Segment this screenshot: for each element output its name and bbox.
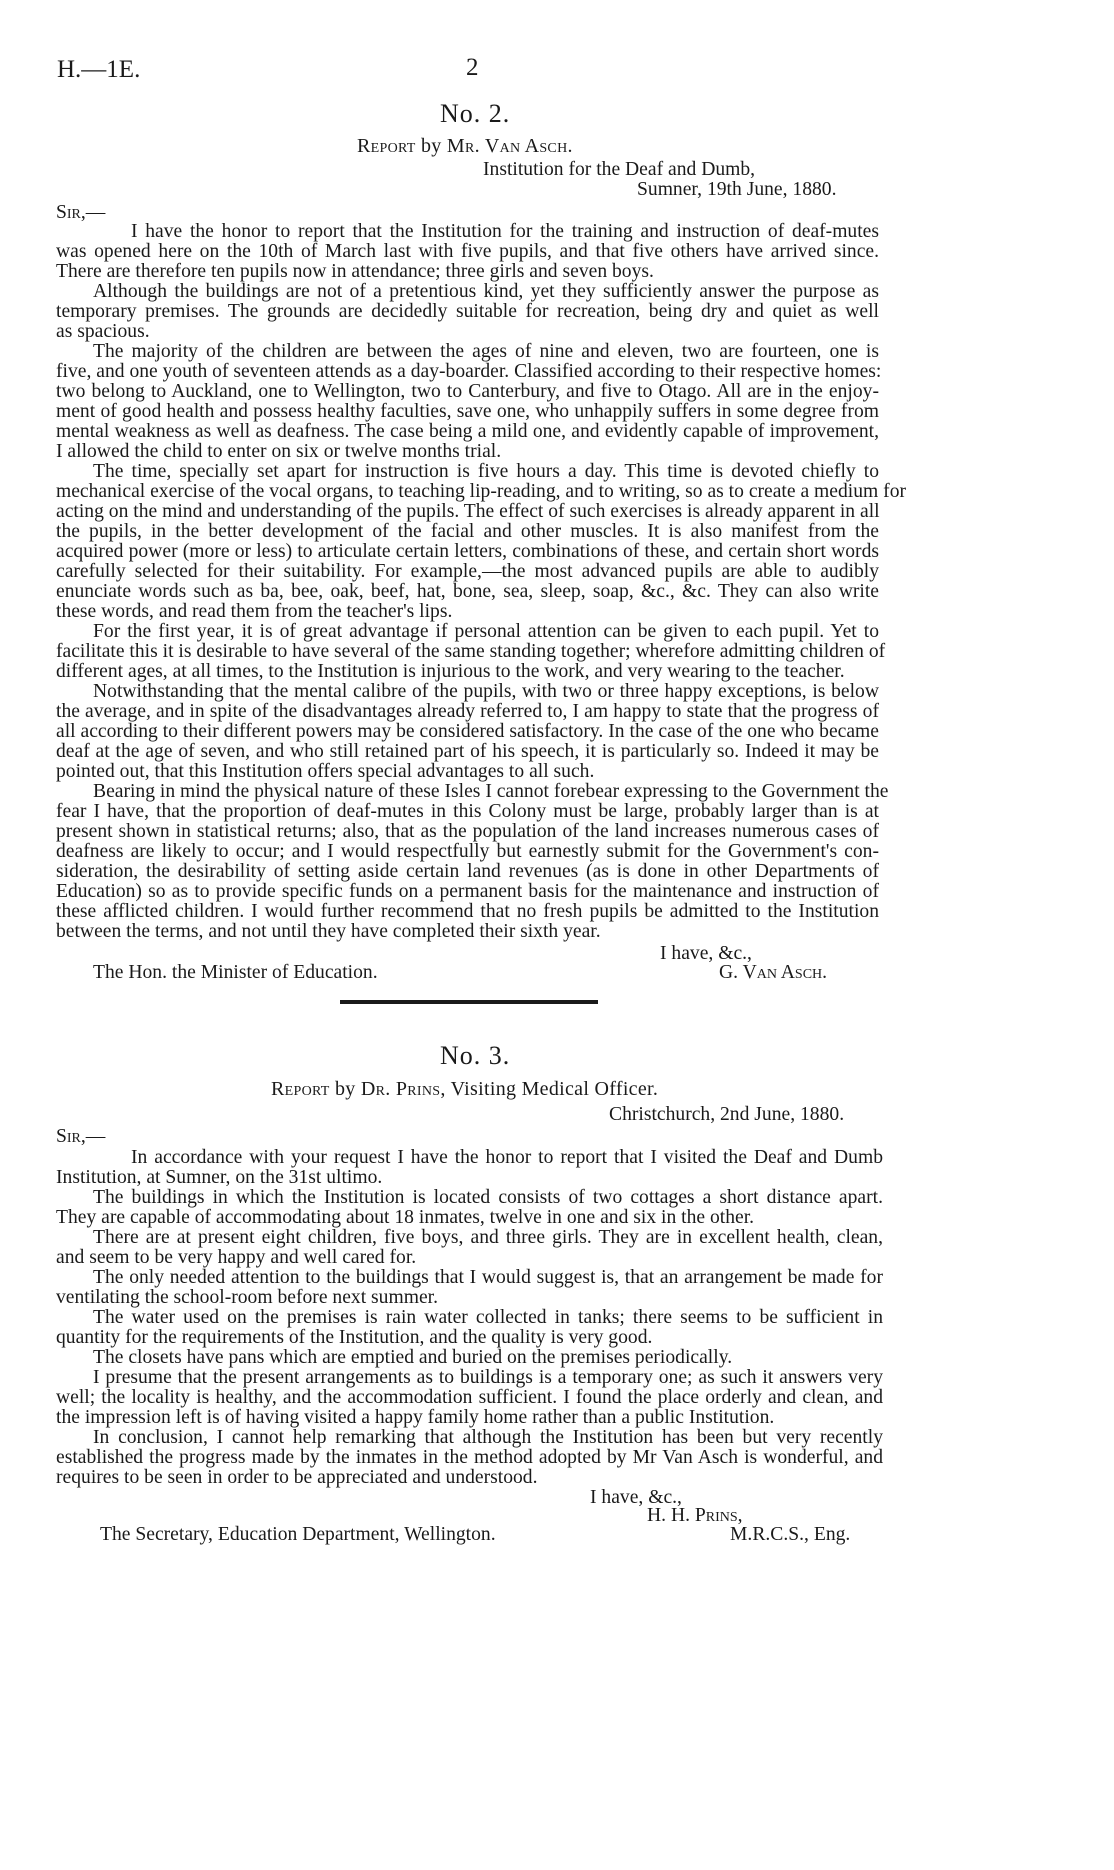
body-line: The buildings in which the Institution is located consists of two cottages a short distance apart. bbox=[93, 1187, 883, 1208]
report1-title-name: Mr. Van Asch. bbox=[446, 135, 573, 157]
report1-title-prefix: Report bbox=[357, 135, 416, 157]
body-line: Bearing in mind the physical nature of these Isles I cannot forebear expressing to the Government the bbox=[93, 781, 889, 802]
report2-title-suffix: Visiting Medical Officer. bbox=[450, 1078, 659, 1100]
body-line: mental weakness as well as deafness. The case being a mild one, and evidently capable of improvement, bbox=[56, 421, 879, 442]
body-line: They are capable of accommodating about 18 inmates, twelve in one and six in the other. bbox=[56, 1207, 755, 1228]
report2-signature-name: H. H. Prins, bbox=[647, 1505, 743, 1526]
report2-addressee: The Secretary, Education Department, Wellington. bbox=[100, 1524, 496, 1545]
body-line: enunciate words such as ba, bee, oak, beef, hat, bone, sea, sleep, soap, &c., &c. They can also write bbox=[56, 581, 879, 602]
body-line: between the terms, and not until they have completed their sixth year. bbox=[56, 921, 601, 942]
body-line: deafness are likely to occur; and I would respectfully but earnestly submit for the Government's con- bbox=[56, 841, 879, 862]
body-line: I presume that the present arrangements as to buildings is a temporary one; as such it answers very bbox=[93, 1367, 883, 1388]
body-line: carefully selected for their suitability. For example,—the most advanced pupils are able to audibly bbox=[56, 561, 879, 582]
report2-address-line1: Christchurch, 2nd June, 1880. bbox=[609, 1104, 845, 1125]
section-divider bbox=[340, 1000, 598, 1004]
body-line: fear I have, that the proportion of deaf-mutes in this Colony must be large, probably larger than is at bbox=[56, 801, 879, 822]
body-line: all according to their different powers may be considered satisfactory. In the case of the one who became bbox=[56, 721, 879, 742]
report1-salutation: Sir,— bbox=[56, 202, 106, 223]
report1-closing: I have, &c., bbox=[660, 943, 752, 964]
body-line: The time, specially set apart for instruction is five hours a day. This time is devoted chiefly to bbox=[93, 461, 879, 482]
body-line: these afflicted children. I would further recommend that no fresh pupils be admitted to the Institution bbox=[56, 901, 879, 922]
body-line: In conclusion, I cannot help remarking that although the Institution has been but very recently bbox=[93, 1427, 883, 1448]
body-line: I allowed the child to enter on six or twelve months trial. bbox=[56, 441, 502, 462]
body-line: sideration, the desirability of setting aside certain land revenues (as is done in other Departments of bbox=[56, 861, 879, 882]
body-line: In accordance with your request I have the honor to report that I visited the Deaf and Dumb bbox=[131, 1147, 883, 1168]
body-line: The only needed attention to the buildings that I would suggest is, that an arrangement be made for bbox=[93, 1267, 883, 1288]
body-line: Education) so as to provide specific funds on a permanent basis for the maintenance and instruction of bbox=[56, 881, 879, 902]
report1-address-line1: Institution for the Deaf and Dumb, bbox=[483, 159, 756, 180]
body-line: the pupils, in the better development of the facial and other muscles. It is also manifest from the bbox=[56, 521, 879, 542]
body-line: acting on the mind and understanding of the pupils. The effect of such exercises is already apparent in all bbox=[56, 501, 880, 522]
body-line: mechanical exercise of the vocal organs, to teaching lip-reading, and to writing, so as to create a medium for bbox=[56, 481, 907, 502]
body-line: the average, and in spite of the disadvantages already referred to, I am happy to state that the progress of bbox=[56, 701, 879, 722]
report2-closing: I have, &c., bbox=[590, 1487, 682, 1508]
body-line: five, and one youth of seventeen attends as a day-boarder. Classified according to their respective homes: bbox=[56, 361, 882, 382]
body-line: temporary premises. The grounds are decidedly suitable for recreation, being dry and quiet as well bbox=[56, 301, 879, 322]
body-line: and seem to be very happy and well cared for. bbox=[56, 1247, 417, 1268]
body-line: acquired power (more or less) to articulate certain letters, combinations of these, and certain short words bbox=[56, 541, 879, 562]
body-line: For the first year, it is of great advantage if personal attention can be given to each pupil. Yet to bbox=[93, 621, 879, 642]
report2-title bbox=[271, 1078, 658, 1101]
report1-title bbox=[357, 135, 573, 158]
body-line: quantity for the requirements of the Institution, and the quality is very good. bbox=[56, 1327, 653, 1348]
report2-title-name: Dr. Prins, bbox=[360, 1078, 446, 1100]
body-line: facilitate this it is desirable to have several of the same standing together; wherefore admitting children of bbox=[56, 641, 886, 662]
body-line: two belong to Auckland, one to Wellington, two to Canterbury, and five to Otago. All are in the enjoy- bbox=[56, 381, 879, 402]
body-line: There are therefore ten pupils now in attendance; three girls and seven boys. bbox=[56, 261, 654, 282]
body-line: the impression left is of having visited a happy family home rather than a public Institution. bbox=[56, 1407, 775, 1428]
body-line: as spacious. bbox=[56, 321, 150, 342]
body-line: requires to be seen in order to be appreciated and understood. bbox=[56, 1467, 538, 1488]
report2-title-prefix: Report bbox=[271, 1078, 330, 1100]
body-line: established the progress made by the inmates in the method adopted by Mr Van Asch is wonderful, and bbox=[56, 1447, 883, 1468]
report2-salutation: Sir,— bbox=[56, 1126, 106, 1147]
report1-address-line2: Sumner, 19th June, 1880. bbox=[637, 179, 837, 200]
page-number: 2 bbox=[466, 54, 479, 81]
body-line: well; the locality is healthy, and the accommodation sufficient. I found the place orderly and clean, and bbox=[56, 1387, 883, 1408]
body-line: Institution, at Sumner, on the 31st ultimo. bbox=[56, 1167, 383, 1188]
body-line: The water used on the premises is rain water collected in tanks; there seems to be sufficient in bbox=[93, 1307, 883, 1328]
report1-number: No. 2. bbox=[440, 99, 511, 128]
body-line: There are at present eight children, five boys, and three girls. They are in excellent health, clean, bbox=[93, 1227, 883, 1248]
report2-title-by: by bbox=[334, 1078, 356, 1100]
body-line: pointed out, that this Institution offers special advantages to all such. bbox=[56, 761, 595, 782]
body-line: ventilating the school-room before next summer. bbox=[56, 1287, 438, 1308]
report1-title-by: by bbox=[420, 135, 442, 157]
body-line: ment of good health and possess healthy faculties, save one, who unhappily suffers in some degree from bbox=[56, 401, 879, 422]
body-line: these words, and read them from the teacher's lips. bbox=[56, 601, 453, 622]
body-line: I have the honor to report that the Institution for the training and instruction of deaf-mutes bbox=[131, 221, 879, 242]
report2-number: No. 3. bbox=[440, 1041, 511, 1070]
body-line: was opened here on the 10th of March last with five pupils, and that five others have arrived since. bbox=[56, 241, 879, 262]
body-line: The closets have pans which are emptied and buried on the premises periodically. bbox=[93, 1347, 733, 1368]
body-line: Although the buildings are not of a pretentious kind, yet they sufficiently answer the purpose as bbox=[93, 281, 879, 302]
body-line: different ages, at all times, to the Institution is injurious to the work, and very wearing to the teacher. bbox=[56, 661, 845, 682]
report1-addressee: The Hon. the Minister of Education. bbox=[93, 962, 378, 983]
body-line: deaf at the age of seven, and who still retained part of his speech, it is particularly so. Indeed it may be bbox=[56, 741, 879, 762]
report1-signature: G. Van Asch. bbox=[719, 962, 828, 983]
body-line: present shown in statistical returns; also, that as the population of the land increases numerous cases of bbox=[56, 821, 879, 842]
body-line: The majority of the children are between the ages of nine and eleven, two are fourteen, one is bbox=[93, 341, 879, 362]
series-code: H.—1E. bbox=[57, 56, 141, 83]
report2-signature-title: M.R.C.S., Eng. bbox=[730, 1524, 851, 1545]
body-line: Notwithstanding that the mental calibre of the pupils, with two or three happy exceptions, is below bbox=[93, 681, 879, 702]
